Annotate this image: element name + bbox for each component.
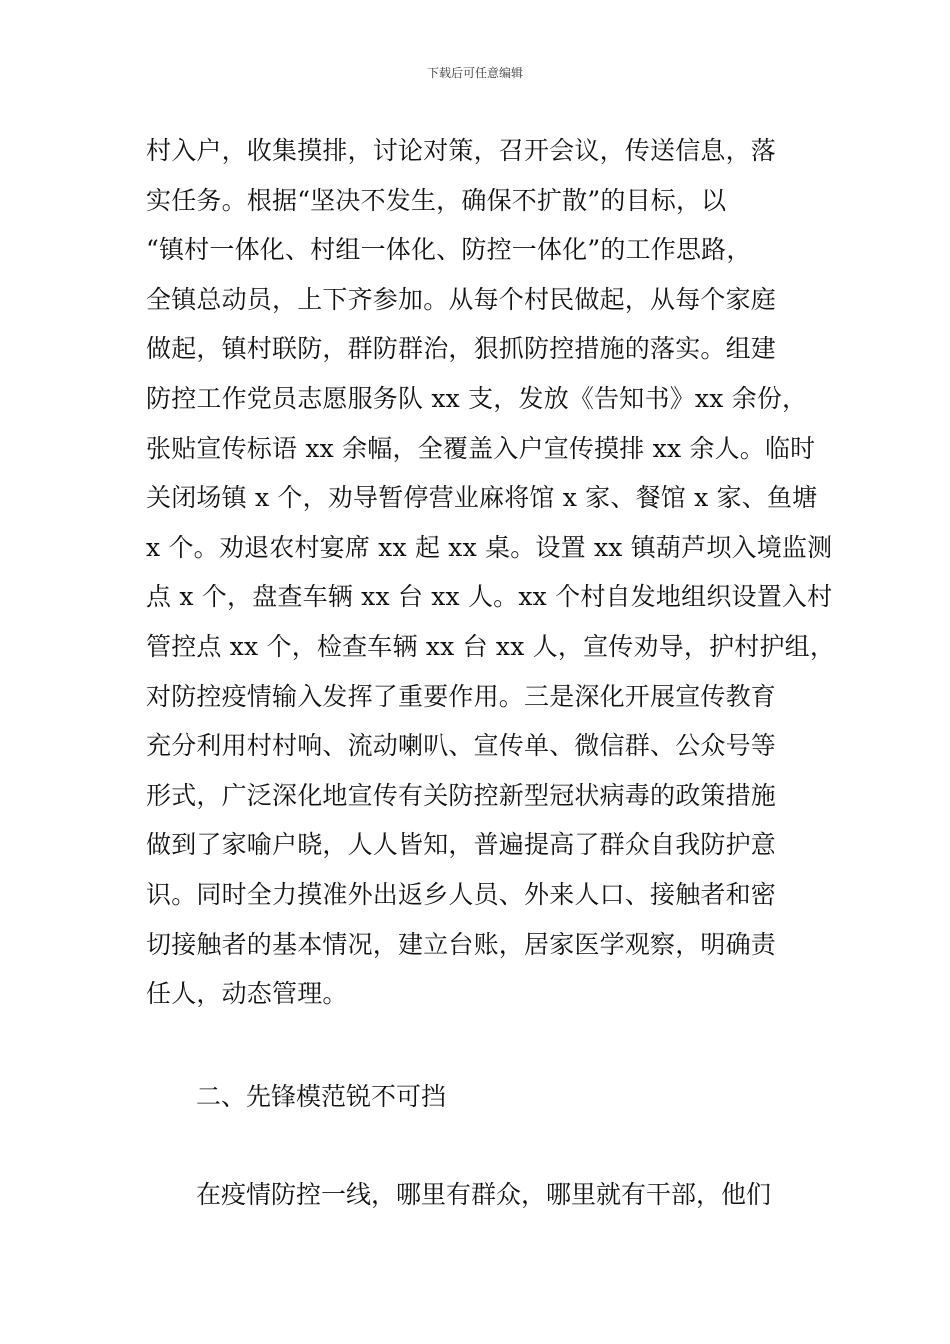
text-line: 张贴宣传标语 xx 余幅，全覆盖入户宣传摸排 xx 余人。临时 bbox=[146, 433, 816, 463]
text-line: 关闭场镇 x 个，劝导暂停营业麻将馆 x 家、餐馆 x 家、鱼塘 bbox=[146, 483, 818, 513]
body-paragraph bbox=[146, 126, 836, 1019]
text-line: 做起，镇村联防，群防群治，狠抓防控措施的落实。组建 bbox=[146, 334, 777, 364]
section-heading: 二、先锋模范锐不可挡 bbox=[196, 1082, 447, 1111]
text-line: 点 x 个，盘查车辆 xx 台 xx 人。xx 个村自发地组织设置入村 bbox=[146, 582, 833, 612]
text-line: 防控工作党员志愿服务队 xx 支，发放《告知书》xx 余份， bbox=[146, 383, 808, 413]
text-line: 对防控疫情输入发挥了重要作用。三是深化开展宣传教育 bbox=[146, 681, 777, 711]
text-line: 村入户，收集摸排，讨论对策，召开会议，传送信息，落 bbox=[146, 136, 777, 165]
text-line: 管控点 xx 个，检查车辆 xx 台 xx 人，宣传劝导，护村护组， bbox=[146, 631, 836, 661]
text-line: 形式，广泛深化地宣传有关防控新型冠状病毒的政策措施 bbox=[146, 780, 777, 810]
text-line: 实任务。根据“坚决不发生，确保不扩散”的目标，以 bbox=[146, 185, 727, 215]
text-line: 识。同时全力摸准外出返乡人员、外来人口、接触者和密 bbox=[146, 879, 777, 909]
text-line: “镇村一体化、村组一体化、防控一体化”的工作思路， bbox=[146, 235, 752, 265]
text-line: 任人，动态管理。 bbox=[146, 979, 348, 1009]
text-line: 做到了家喻户晓，人人皆知，普遍提高了群众自我防护意 bbox=[146, 830, 777, 860]
paragraph-start: 在疫情防控一线，哪里有群众，哪里就有干部，他们 bbox=[196, 1180, 772, 1209]
text-line: 充分利用村村响、流动喇叭、宣传单、微信群、公众号等 bbox=[146, 731, 777, 761]
text-line: 全镇总动员，上下齐参加。从每个村民做起，从每个家庭 bbox=[146, 284, 777, 314]
text-line: x 个。劝退农村宴席 xx 起 xx 桌。设置 xx 镇葫芦坝入境监测 bbox=[146, 532, 833, 562]
text-line: 切接触者的基本情况，建立台账，居家医学观察，明确责 bbox=[146, 929, 777, 959]
page-header: 下载后可任意编辑 bbox=[426, 66, 523, 80]
